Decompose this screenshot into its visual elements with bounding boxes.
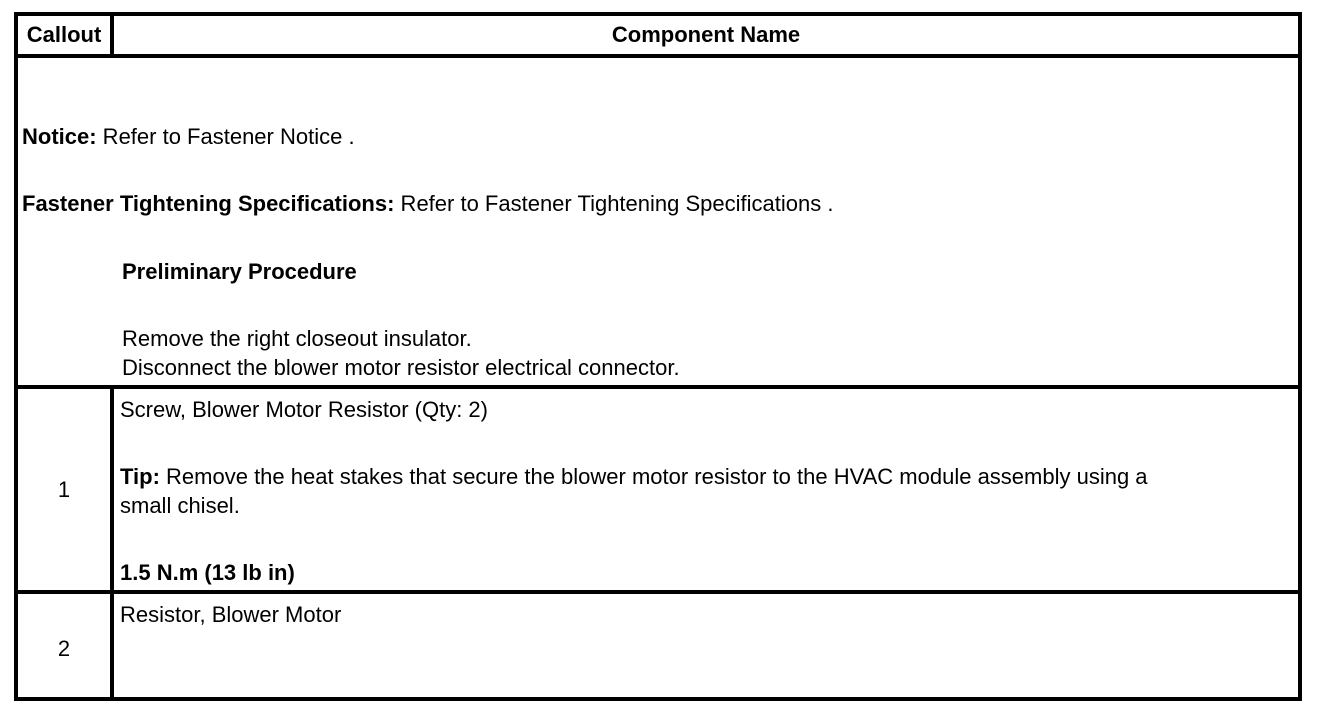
component-cell [114,389,1294,590]
table-row [18,594,1298,697]
procedure-step: Disconnect the blower motor resistor electrical connector. [122,355,680,380]
fastener-spec-line [22,189,833,218]
intro-section [18,58,1298,389]
component-table [14,12,1302,701]
callout-number: 2 [57,636,71,661]
component-cell [114,594,1294,697]
callout-cell [18,389,114,590]
component-name-column-header: Component Name [611,22,801,47]
callout-number: 1 [57,477,71,502]
fastener-spec-text: Refer to Fastener Tightening Specifications . [394,191,834,216]
component-name: Screw, Blower Motor Resistor (Qty: 2) [120,397,488,422]
procedure-step: Remove the right closeout insulator. [122,326,472,351]
notice-text: Refer to Fastener Notice . [96,124,355,149]
tip-text-continued: small chisel. [120,493,240,518]
torque-spec: 1.5 N.m (13 lb in) [120,560,295,585]
notice-line [22,122,355,151]
table-row [18,389,1298,594]
callout-column-header: Callout [18,16,114,54]
preliminary-procedure-heading: Preliminary Procedure [122,259,357,284]
notice-label: Notice: [22,124,97,149]
callout-cell [18,594,114,697]
tip-text: Remove the heat stakes that secure the blower motor resistor to the HVAC module assembly using a [159,464,1148,489]
tip-line [120,462,1288,491]
tip-label: Tip: [120,464,160,489]
table-header-row [18,16,1298,58]
component-name: Resistor, Blower Motor [120,602,342,627]
fastener-spec-label: Fastener Tightening Specifications: [22,191,395,216]
